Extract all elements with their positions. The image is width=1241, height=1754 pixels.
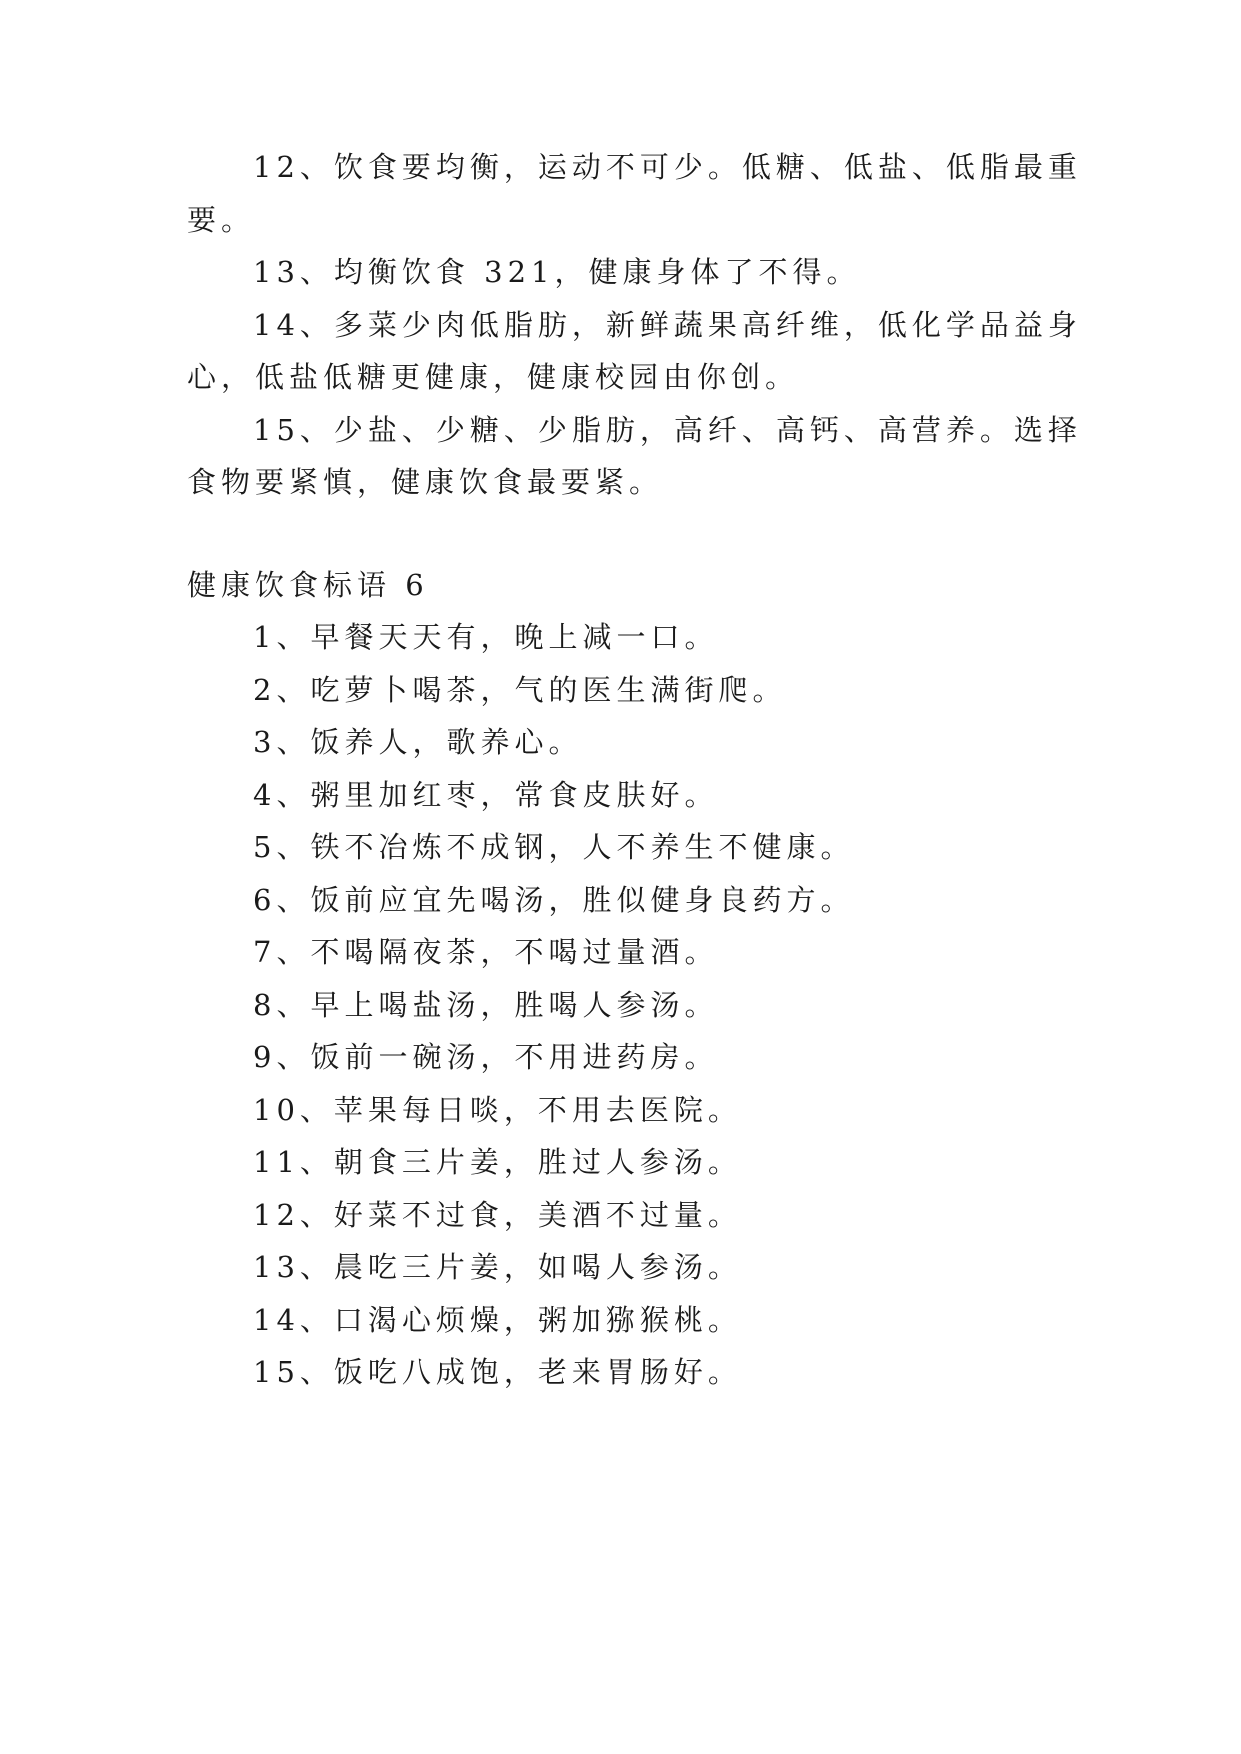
slogan-item: 4、粥里加红枣，常食皮肤好。: [253, 778, 719, 812]
slogan-item: 12、好菜不过食，美酒不过量。: [253, 1198, 742, 1232]
slogan-item: 10、苹果每日啖，不用去医院。: [253, 1093, 742, 1127]
slogan-item: 8、早上喝盐汤，胜喝人参汤。: [253, 988, 719, 1022]
slogan-item: 15、饭吃八成饱，老来胃肠好。: [253, 1355, 742, 1389]
slogan-item: 3、饭养人，歌养心。: [253, 725, 583, 759]
slogan-line: 14、多菜少肉低脂肪，新鲜蔬果高纤维，低化学品益身: [253, 308, 1082, 342]
slogan-item: 11、朝食三片姜，胜过人参汤。: [253, 1145, 742, 1179]
slogan-item: 14、口渴心烦燥，粥加猕猴桃。: [253, 1303, 742, 1337]
slogan-line: 15、少盐、少糖、少脂肪，高纤、高钙、高营养。选择: [253, 413, 1082, 447]
slogan-line: 12、饮食要均衡，运动不可少。低糖、低盐、低脂最重: [253, 150, 1082, 184]
slogan-item: 7、不喝隔夜茶，不喝过量酒。: [253, 935, 719, 969]
section-heading: 健康饮食标语 6: [187, 568, 429, 602]
slogan-line: 食物要紧慎，健康饮食最要紧。: [187, 465, 664, 499]
slogan-item: 13、晨吃三片姜，如喝人参汤。: [253, 1250, 742, 1284]
slogan-line: 心，低盐低糖更健康，健康校园由你创。: [187, 360, 800, 394]
slogan-line: 13、均衡饮食 321，健康身体了不得。: [253, 255, 861, 289]
slogan-item: 6、饭前应宜先喝汤，胜似健身良药方。: [253, 883, 855, 917]
slogan-item: 5、铁不冶炼不成钢，人不养生不健康。: [253, 830, 855, 864]
slogan-item: 9、饭前一碗汤，不用进药房。: [253, 1040, 719, 1074]
slogan-line: 要。: [187, 203, 256, 237]
slogan-item: 2、吃萝卜喝茶，气的医生满街爬。: [253, 673, 787, 707]
slogan-item: 1、早餐天天有，晚上减一口。: [253, 620, 719, 654]
